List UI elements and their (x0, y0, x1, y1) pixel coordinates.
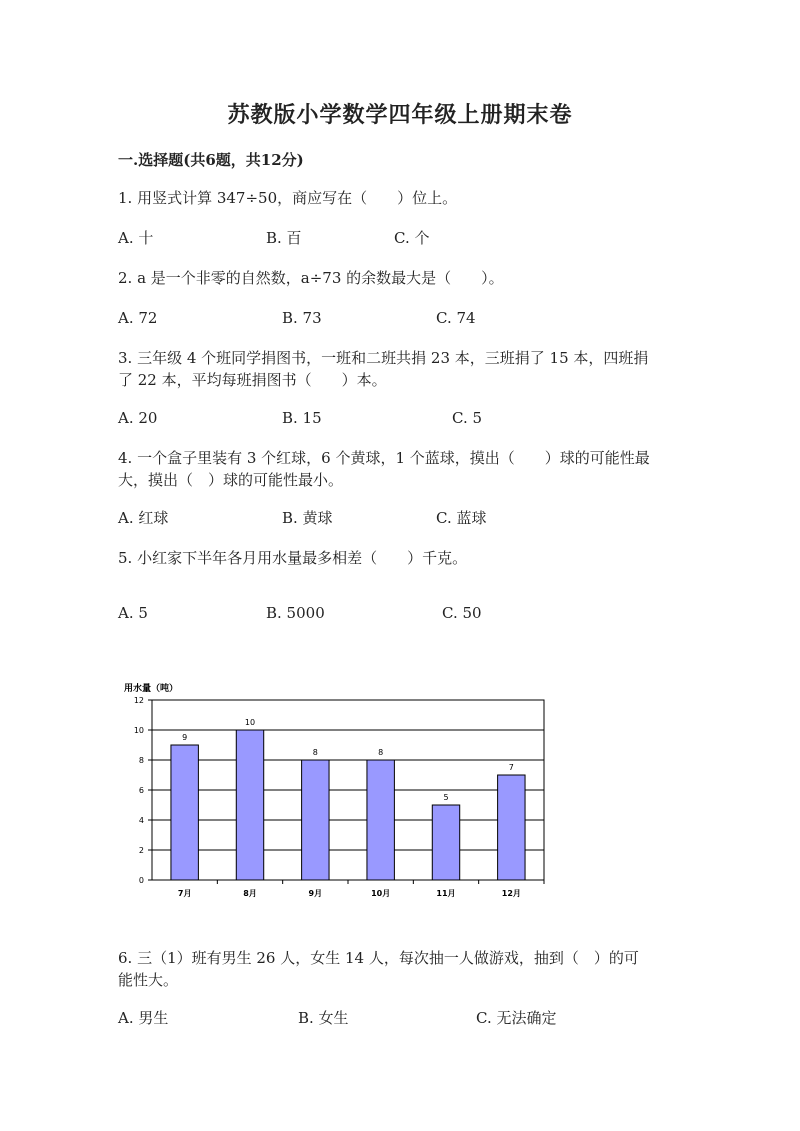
x-tick-label: 12月 (501, 889, 521, 898)
question-2: 2. a 是一个非零的自然数，a÷73 的余数最大是（ ）。 (118, 269, 504, 287)
q3-option-a: A. 20 (118, 409, 158, 427)
data-label: 5 (443, 793, 449, 802)
data-label: 9 (182, 733, 188, 742)
q4-option-b: B. 黄球 (282, 509, 333, 527)
bar (432, 805, 459, 880)
y-tick-label: 4 (138, 816, 144, 825)
q3-option-b: B. 15 (282, 409, 322, 427)
page-title: 苏教版小学数学四年级上册期末卷 (227, 102, 573, 128)
q6-option-b: B. 女生 (298, 1009, 349, 1027)
q1-option-b: B. 百 (266, 229, 302, 247)
data-label: 8 (378, 748, 384, 757)
data-label: 10 (244, 718, 256, 727)
y-axis-label: 用水量（吨） (124, 684, 179, 694)
y-tick-label: 2 (138, 846, 144, 855)
q2-option-a: A. 72 (118, 309, 158, 327)
q5-option-c: C. 50 (442, 604, 482, 622)
q5-option-b: B. 5000 (266, 604, 325, 622)
question-4-line-1: 4. 一个盒子里装有 3 个红球，6 个黄球，1 个蓝球，摸出（ ）球的可能性最 (118, 449, 650, 467)
x-tick-label: 7月 (177, 889, 192, 898)
question-5: 5. 小红家下半年各月用水量最多相差（ ）千克。 (118, 549, 468, 567)
bar (367, 760, 394, 880)
y-tick-label: 0 (138, 876, 144, 885)
question-1: 1. 用竖式计算 347÷50，商应写在（ ）位上。 (118, 189, 458, 207)
bar (171, 745, 198, 880)
q1-option-a: A. 十 (118, 229, 154, 247)
y-tick-label: 10 (133, 726, 144, 735)
question-4-line-2: 大，摸出（ ）球的可能性最小。 (118, 471, 344, 489)
bar (236, 730, 263, 880)
q6-option-c: C. 无法确定 (476, 1009, 557, 1027)
q6-option-a: A. 男生 (118, 1009, 169, 1027)
bar (498, 775, 525, 880)
q1-option-c: C. 个 (394, 229, 430, 247)
x-tick-label: 11月 (436, 889, 456, 898)
q5-option-a: A. 5 (118, 604, 148, 622)
q4-option-c: C. 蓝球 (436, 509, 487, 527)
section-heading: 一.选择题(共6题，共12分) (118, 151, 304, 169)
question-3-line-1: 3. 三年级 4 个班同学捐图书，一班和二班共捐 23 本，三班捐了 15 本，四班捐 (118, 349, 649, 367)
question-6-line-2: 能性大。 (118, 971, 179, 989)
water-usage-bar-chart (118, 678, 558, 908)
y-tick-label: 6 (138, 786, 144, 795)
q3-option-c: C. 5 (452, 409, 483, 427)
y-tick-label: 8 (138, 756, 144, 765)
q2-option-b: B. 73 (282, 309, 322, 327)
question-3-line-2: 了 22 本，平均每班捐图书（ ）本。 (118, 371, 387, 389)
q4-option-a: A. 红球 (118, 509, 169, 527)
data-label: 7 (508, 763, 514, 772)
data-label: 8 (312, 748, 318, 757)
x-tick-label: 8月 (243, 889, 257, 898)
y-tick-label: 12 (133, 696, 144, 705)
bar (302, 760, 329, 880)
x-tick-label: 10月 (371, 889, 391, 898)
q2-option-c: C. 74 (436, 309, 476, 327)
question-6-line-1: 6. 三（1）班有男生 26 人，女生 14 人，每次抽一人做游戏，抽到（ ）的可 (118, 949, 639, 967)
x-tick-label: 9月 (308, 889, 323, 898)
